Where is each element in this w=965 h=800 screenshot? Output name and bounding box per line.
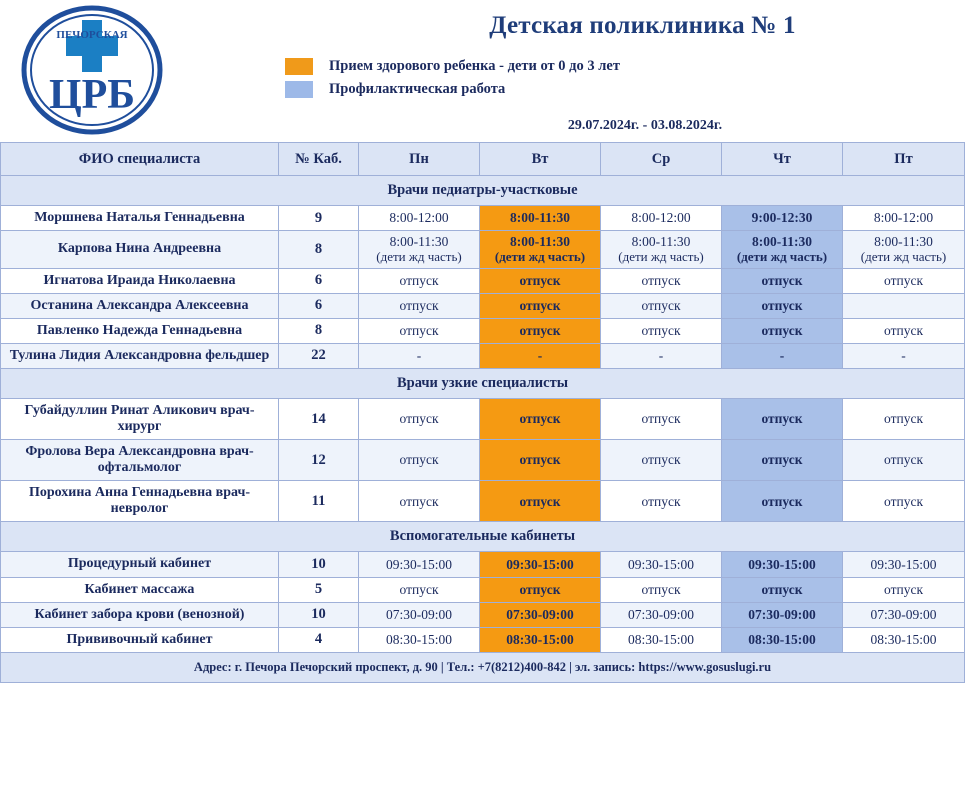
col-header-name: ФИО специалиста [1,143,279,176]
schedule-cell-fri: отпуск [843,440,965,481]
schedule-cell-wed: 08:30-15:00 [601,627,722,652]
schedule-cell-fri: отпуск [843,398,965,439]
cabinet-number: 6 [279,268,359,293]
schedule-period: 29.07.2024г. - 03.08.2024г. [567,118,723,133]
table-row [1,602,965,627]
schedule-cell-fri [843,293,965,318]
cabinet-number: 8 [279,318,359,343]
schedule-cell-wed: 07:30-09:00 [601,602,722,627]
cabinet-number: 4 [279,627,359,652]
cabinet-number: 5 [279,577,359,602]
schedule-cell-wed: 8:00-11:30 (дети жд часть) [601,231,722,268]
schedule-table [0,142,965,653]
table-row [1,398,965,439]
table-row [1,577,965,602]
schedule-cell-wed: отпуск [601,481,722,522]
schedule-cell-mon: отпуск [359,268,480,293]
svg-text:ПЕЧОРСКАЯ: ПЕЧОРСКАЯ [56,29,128,41]
section-title: Врачи педиатры-участковые [1,176,965,206]
schedule-cell-mon: отпуск [359,577,480,602]
schedule-cell-mon: 8:00-12:00 [359,206,480,231]
schedule-cell-thu: 07:30-09:00 [722,602,843,627]
col-header-tue: Вт [480,143,601,176]
schedule-cell-fri: 8:00-11:30 (дети жд часть) [843,231,965,268]
page-title: Детская поликлиника № 1 [489,12,796,39]
page-header [0,0,965,142]
footer-text: Адрес: г. Печора Печорский проспект, д. 90 | Тел.: +7(8212)400-842 | эл. запись: https://www.gosuslugi.ru [193,659,772,674]
section-header-row [1,176,965,206]
specialist-name: Кабинет массажа [1,577,279,602]
cabinet-number: 14 [279,398,359,439]
specialist-name: Прививочный кабинет [1,627,279,652]
table-body [1,176,965,653]
schedule-cell-thu: отпуск [722,398,843,439]
schedule-cell-fri: отпуск [843,577,965,602]
schedule-cell-mon: 07:30-09:00 [359,602,480,627]
schedule-cell-wed: 8:00-12:00 [601,206,722,231]
legend-swatch-orange [285,58,313,75]
schedule-cell-mon: отпуск [359,440,480,481]
table-row [1,231,965,268]
schedule-cell-thu: отпуск [722,440,843,481]
schedule-cell-thu: отпуск [722,268,843,293]
specialist-name: Порохина Анна Геннадьевна врач-невролог [1,481,279,522]
legend-swatch-blue [285,81,313,98]
schedule-cell-wed: 09:30-15:00 [601,552,722,577]
legend-item-prophylactic [285,81,945,98]
schedule-cell-thu: отпуск [722,577,843,602]
col-header-wed: Ср [601,143,722,176]
schedule-cell-fri: 08:30-15:00 [843,627,965,652]
schedule-cell-mon: 8:00-11:30 (дети жд часть) [359,231,480,268]
schedule-cell-wed: отпуск [601,577,722,602]
schedule-cell-tue: 08:30-15:00 [480,627,601,652]
schedule-cell-tue: отпуск [480,293,601,318]
specialist-name: Тулина Лидия Александровна фельдшер [1,343,279,368]
schedule-cell-tue: 8:00-11:30 (дети жд часть) [480,231,601,268]
table-row [1,440,965,481]
schedule-cell-mon: - [359,343,480,368]
cabinet-number: 8 [279,231,359,268]
specialist-name: Губайдуллин Ринат Аликович врач-хирург [1,398,279,439]
schedule-cell-mon: 08:30-15:00 [359,627,480,652]
col-header-cabinet: № Каб. [279,143,359,176]
specialist-name: Процедурный кабинет [1,552,279,577]
cabinet-number: 12 [279,440,359,481]
schedule-cell-tue: отпуск [480,398,601,439]
clinic-logo [8,4,176,136]
schedule-cell-fri: отпуск [843,318,965,343]
schedule-cell-thu: 09:30-15:00 [722,552,843,577]
legend-item-healthy-child [285,58,945,75]
cabinet-number: 6 [279,293,359,318]
specialist-name: Останина Александра Алексеевна [1,293,279,318]
schedule-cell-mon: отпуск [359,481,480,522]
cabinet-number: 11 [279,481,359,522]
schedule-cell-tue: - [480,343,601,368]
svg-text:ЦРБ: ЦРБ [48,72,136,118]
schedule-cell-wed: - [601,343,722,368]
section-title: Врачи узкие специалисты [1,368,965,398]
specialist-name: Фролова Вера Александровна врач-офтальмолог [1,440,279,481]
specialist-name: Игнатова Ираида Николаевна [1,268,279,293]
table-row [1,481,965,522]
schedule-cell-wed: отпуск [601,318,722,343]
section-title: Вспомогательные кабинеты [1,522,965,552]
schedule-cell-wed: отпуск [601,398,722,439]
schedule-cell-tue: отпуск [480,318,601,343]
schedule-cell-tue: 07:30-09:00 [480,602,601,627]
schedule-cell-thu: 08:30-15:00 [722,627,843,652]
schedule-cell-fri: 8:00-12:00 [843,206,965,231]
schedule-cell-tue: 8:00-11:30 [480,206,601,231]
schedule-cell-thu: отпуск [722,293,843,318]
schedule-cell-fri: отпуск [843,481,965,522]
col-header-fri: Пт [843,143,965,176]
schedule-cell-thu: отпуск [722,481,843,522]
footer-contacts [0,653,965,683]
col-header-thu: Чт [722,143,843,176]
cabinet-number: 22 [279,343,359,368]
table-row [1,293,965,318]
schedule-cell-fri: отпуск [843,268,965,293]
schedule-cell-mon: отпуск [359,398,480,439]
section-header-row [1,522,965,552]
schedule-cell-mon: отпуск [359,318,480,343]
schedule-cell-wed: отпуск [601,440,722,481]
cabinet-number: 9 [279,206,359,231]
schedule-cell-thu: 9:00-12:30 [722,206,843,231]
schedule-cell-tue: отпуск [480,577,601,602]
specialist-name: Кабинет забора крови (венозной) [1,602,279,627]
schedule-cell-fri: - [843,343,965,368]
schedule-cell-mon: 09:30-15:00 [359,552,480,577]
schedule-cell-fri: 07:30-09:00 [843,602,965,627]
legend [285,58,945,104]
schedule-cell-tue: отпуск [480,268,601,293]
col-header-mon: Пн [359,143,480,176]
table-row [1,268,965,293]
legend-label-prophylactic: Профилактическая работа [329,81,506,97]
cabinet-number: 10 [279,602,359,627]
table-row [1,318,965,343]
table-row [1,206,965,231]
schedule-cell-thu: 8:00-11:30 (дети жд часть) [722,231,843,268]
schedule-cell-wed: отпуск [601,293,722,318]
specialist-name: Карпова Нина Андреевна [1,231,279,268]
specialist-name: Моршнева Наталья Геннадьевна [1,206,279,231]
table-header-row [1,143,965,176]
cabinet-number: 10 [279,552,359,577]
schedule-cell-tue: отпуск [480,481,601,522]
table-row [1,552,965,577]
schedule-cell-tue: отпуск [480,440,601,481]
table-row [1,343,965,368]
schedule-cell-tue: 09:30-15:00 [480,552,601,577]
legend-label-healthy-child: Прием здорового ребенка - дети от 0 до 3 лет [329,58,620,74]
specialist-name: Павленко Надежда Геннадьевна [1,318,279,343]
schedule-cell-thu: - [722,343,843,368]
schedule-cell-wed: отпуск [601,268,722,293]
schedule-cell-thu: отпуск [722,318,843,343]
schedule-cell-mon: отпуск [359,293,480,318]
table-row [1,627,965,652]
schedule-cell-fri: 09:30-15:00 [843,552,965,577]
section-header-row [1,368,965,398]
